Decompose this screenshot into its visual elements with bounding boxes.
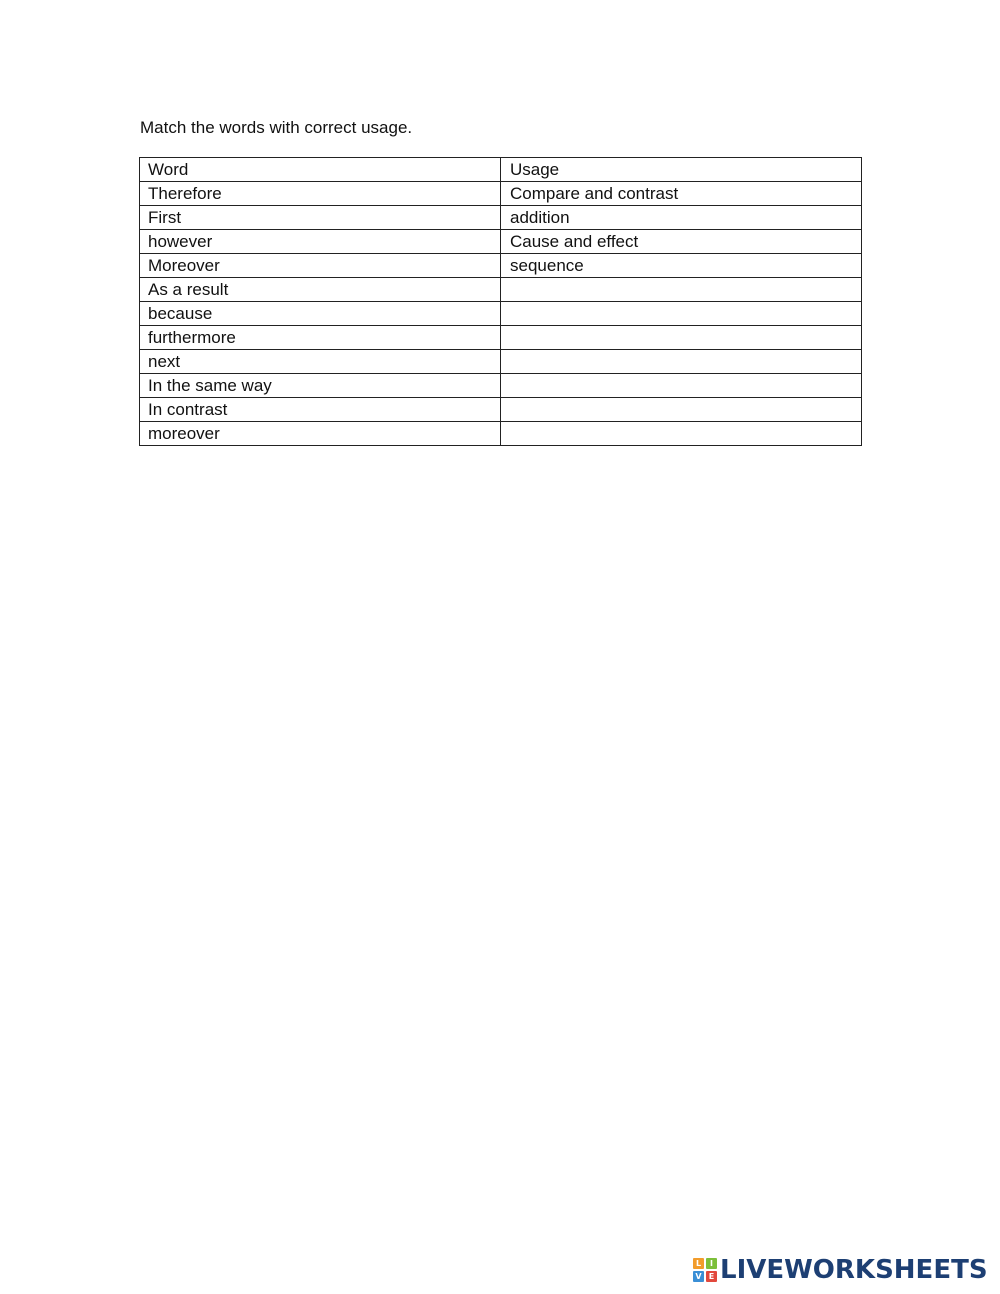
usage-cell: Compare and contrast: [501, 182, 862, 206]
table-header-row: [140, 158, 862, 182]
word-cell: furthermore: [140, 326, 501, 350]
word-cell: moreover: [140, 422, 501, 446]
word-cell: In the same way: [140, 374, 501, 398]
word-usage-table: [139, 157, 862, 446]
word-cell: because: [140, 302, 501, 326]
table-row: [140, 398, 862, 422]
usage-cell: [501, 398, 862, 422]
liveworksheets-logo-icon: [693, 1258, 717, 1282]
liveworksheets-brand: [693, 1254, 988, 1286]
usage-cell: [501, 422, 862, 446]
logo-square-green: I: [706, 1258, 717, 1269]
usage-cell: [501, 326, 862, 350]
word-cell: In contrast: [140, 398, 501, 422]
brand-name: LIVEWORKSHEETS: [720, 1255, 988, 1285]
table-row: [140, 230, 862, 254]
usage-cell: Cause and effect: [501, 230, 862, 254]
table-row: [140, 278, 862, 302]
table-row: [140, 422, 862, 446]
table-row: [140, 350, 862, 374]
table-row: [140, 206, 862, 230]
word-cell: next: [140, 350, 501, 374]
table-row: [140, 302, 862, 326]
logo-square-orange: L: [693, 1258, 704, 1269]
usage-cell: sequence: [501, 254, 862, 278]
usage-cell: [501, 278, 862, 302]
word-cell: As a result: [140, 278, 501, 302]
table-row: [140, 326, 862, 350]
word-cell: Moreover: [140, 254, 501, 278]
usage-cell: addition: [501, 206, 862, 230]
usage-cell: [501, 374, 862, 398]
header-usage: Usage: [501, 158, 862, 182]
table-row: [140, 374, 862, 398]
table-row: [140, 254, 862, 278]
instruction-text: Match the words with correct usage.: [140, 118, 413, 137]
table-row: [140, 182, 862, 206]
word-cell: however: [140, 230, 501, 254]
logo-square-blue: V: [693, 1271, 704, 1282]
word-cell: First: [140, 206, 501, 230]
word-cell: Therefore: [140, 182, 501, 206]
header-word: Word: [140, 158, 501, 182]
usage-cell: [501, 302, 862, 326]
logo-square-red: E: [706, 1271, 717, 1282]
usage-cell: [501, 350, 862, 374]
